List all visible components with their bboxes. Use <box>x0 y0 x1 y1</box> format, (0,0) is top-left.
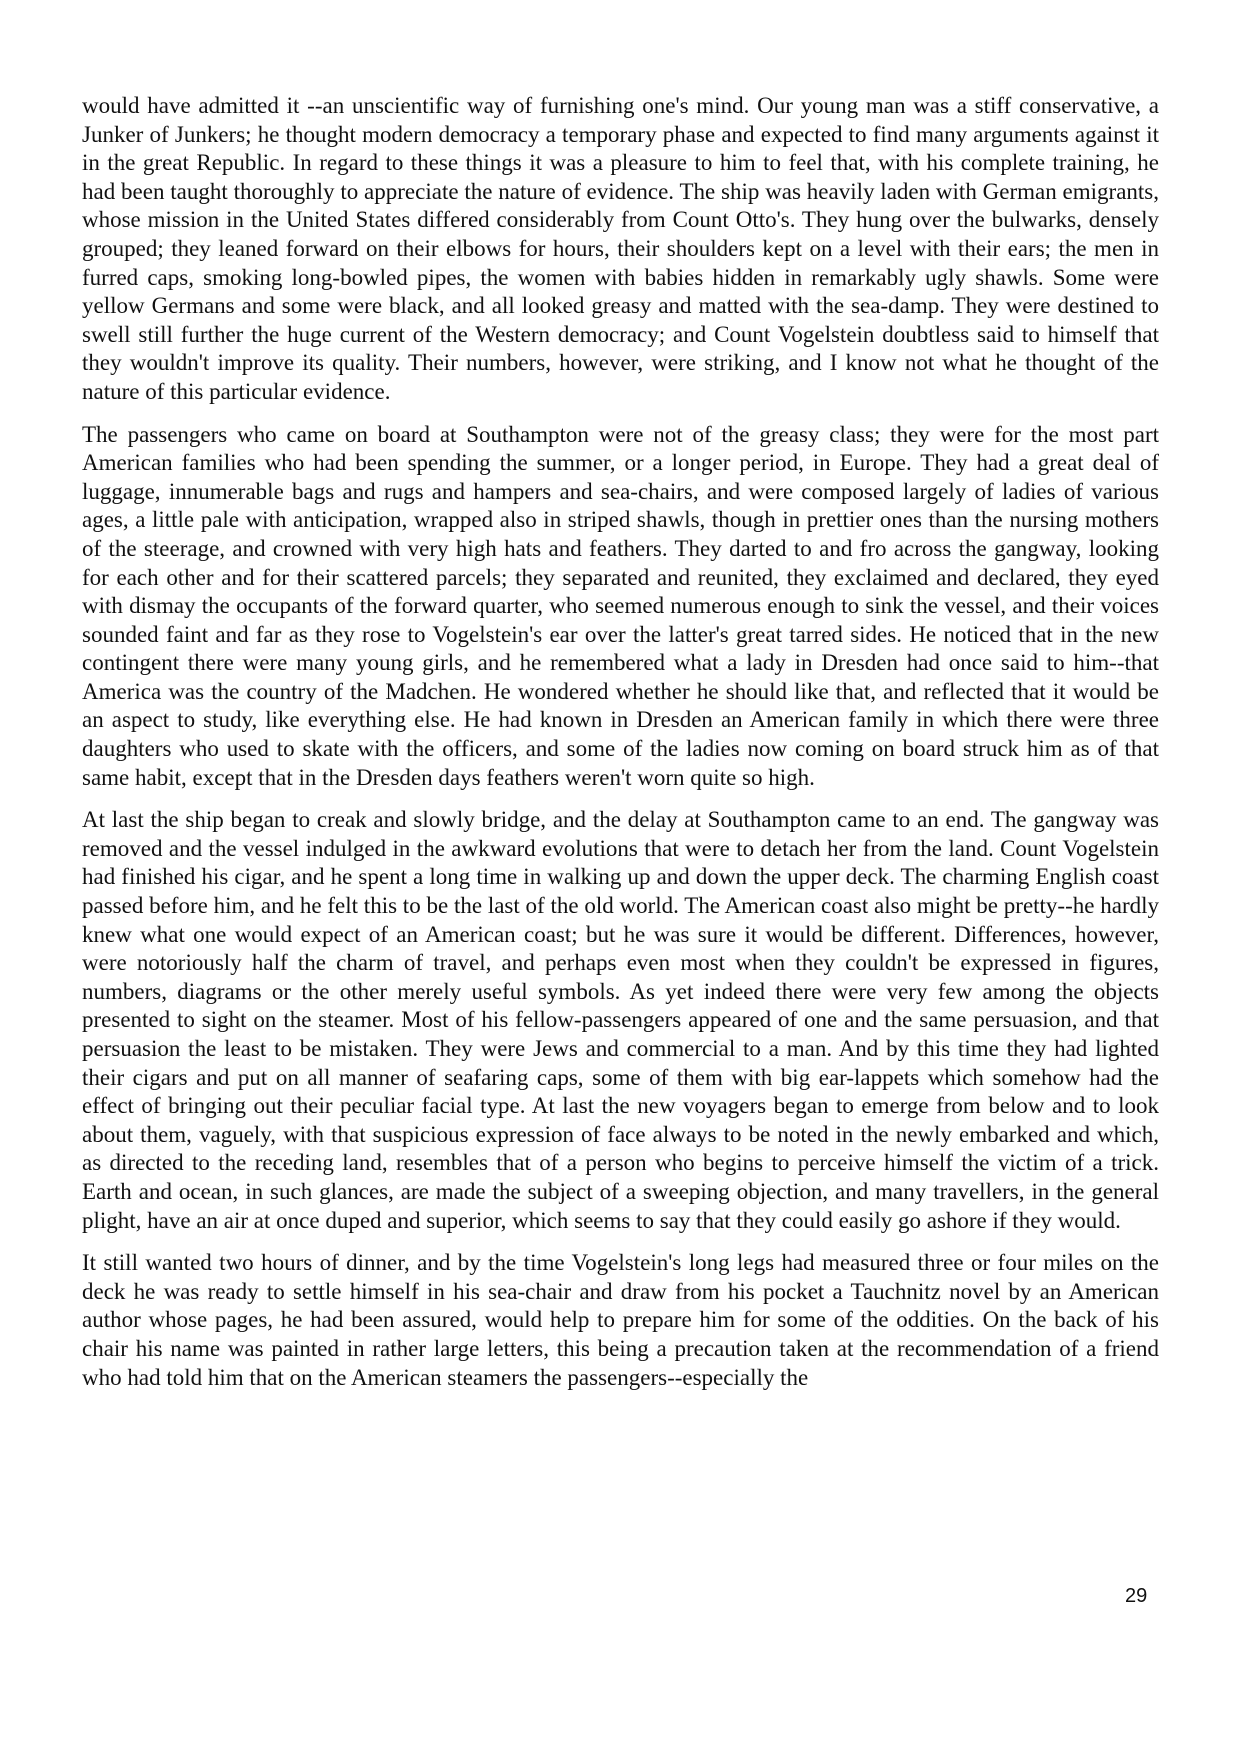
page-number: 29 <box>1125 1585 1148 1607</box>
paragraph-1: would have admitted it --an unscientific way of furnishing one's mind. Our young man was a stiff conservative, a Junker of Junkers; he thought modern democracy a temporary phase and expected to find many arguments against it in the great Republic. In regard to these things it was a pleasure to him to feel that, with his complete training, he had been taught thoroughly to appreciate the nature of evidence. The ship was heavily laden with German emigrants, whose mission in the United States differed considerably from Count Otto's. They hung over the bulwarks, densely grouped; they leaned forward on their elbows for hours, their shoulders kept on a level with their ears; the men in furred caps, smoking long-bowled pipes, the women with babies hidden in remarkably ugly shawls. Some were yellow Germans and some were black, and all looked greasy and matted with the sea-damp. They were destined to swell still further the huge current of the Western democracy; and Count Vogelstein doubtless said to himself that they wouldn't improve its quality. Their numbers, however, were striking, and I know not what he thought of the nature of this particular evidence. <box>82 93 1159 404</box>
paragraph-2: The passengers who came on board at Southampton were not of the greasy class; they were for the most part American families who had been spending the summer, or a longer period, in Europe. They had a great deal of luggage, innumerable bags and rugs and hampers and sea-chairs, and were composed largely of ladies of various ages, a little pale with anticipation, wrapped also in striped shawls, though in prettier ones than the nursing mothers of the steerage, and crowned with very high hats and feathers. They darted to and fro across the gangway, looking for each other and for their scattered parcels; they separated and reunited, they exclaimed and declared, they eyed with dismay the occupants of the forward quarter, who seemed numerous enough to sink the vessel, and their voices sounded faint and far as they rose to Vogelstein's ear over the latter's great tarred sides. He noticed that in the new contingent there were many young girls, and he remembered what a lady in Dresden had once said to him--that America was the country of the Madchen. He wondered whether he should like that, and reflected that it would be an aspect to study, like everything else. He had known in Dresden an American family in which there were three daughters who used to skate with the officers, and some of the ladies now coming on board struck him as of that same habit, except that in the Dresden days feathers weren't worn quite so high. <box>82 421 1159 790</box>
paragraph-4: It still wanted two hours of dinner, and by the time Vogelstein's long legs had measured three or four miles on the deck he was ready to settle himself in his sea-chair and draw from his pocket a Tauchnitz novel by an American author whose pages, he had been assured, would help to prepare him for some of the oddities. On the back of his chair his name was painted in rather large letters, this being a precaution taken at the recommendation of a friend who had told him that on the American steamers the passengers--especially the <box>82 1250 1159 1390</box>
paragraph-3: At last the ship began to creak and slowly bridge, and the delay at Southampton came to an end. The gangway was removed and the vessel indulged in the awkward evolutions that were to detach her from the land. Count Vogelstein had finished his cigar, and he spent a long time in walking up and down the upper deck. The charming English coast passed before him, and he felt this to be the last of the old world. The American coast also might be pretty--he hardly knew what one would expect of an American coast; but he was sure it would be different. Differences, however, were notoriously half the charm of travel, and perhaps even most when they couldn't be expressed in figures, numbers, diagrams or the other merely useful symbols. As yet indeed there were very few among the objects presented to sight on the steamer. Most of his fellow-passengers appeared of one and the same persuasion, and that persuasion the least to be mistaken. They were Jews and commercial to a man. And by this time they had lighted their cigars and put on all manner of seafaring caps, some of them with big ear-lappets which somehow had the effect of bringing out their peculiar facial type. At last the new voyagers began to emerge from below and to look about them, vaguely, with that suspicious expression of face always to be noted in the newly embarked and which, as directed to the receding land, resembles that of a person who begins to perceive himself the victim of a trick. Earth and ocean, in such glances, are made the subject of a sweeping objection, and many travellers, in the general plight, have an air at once duped and superior, which seems to say that they could easily go ashore if they would. <box>82 807 1159 1233</box>
page-body <box>82 92 1159 1406</box>
